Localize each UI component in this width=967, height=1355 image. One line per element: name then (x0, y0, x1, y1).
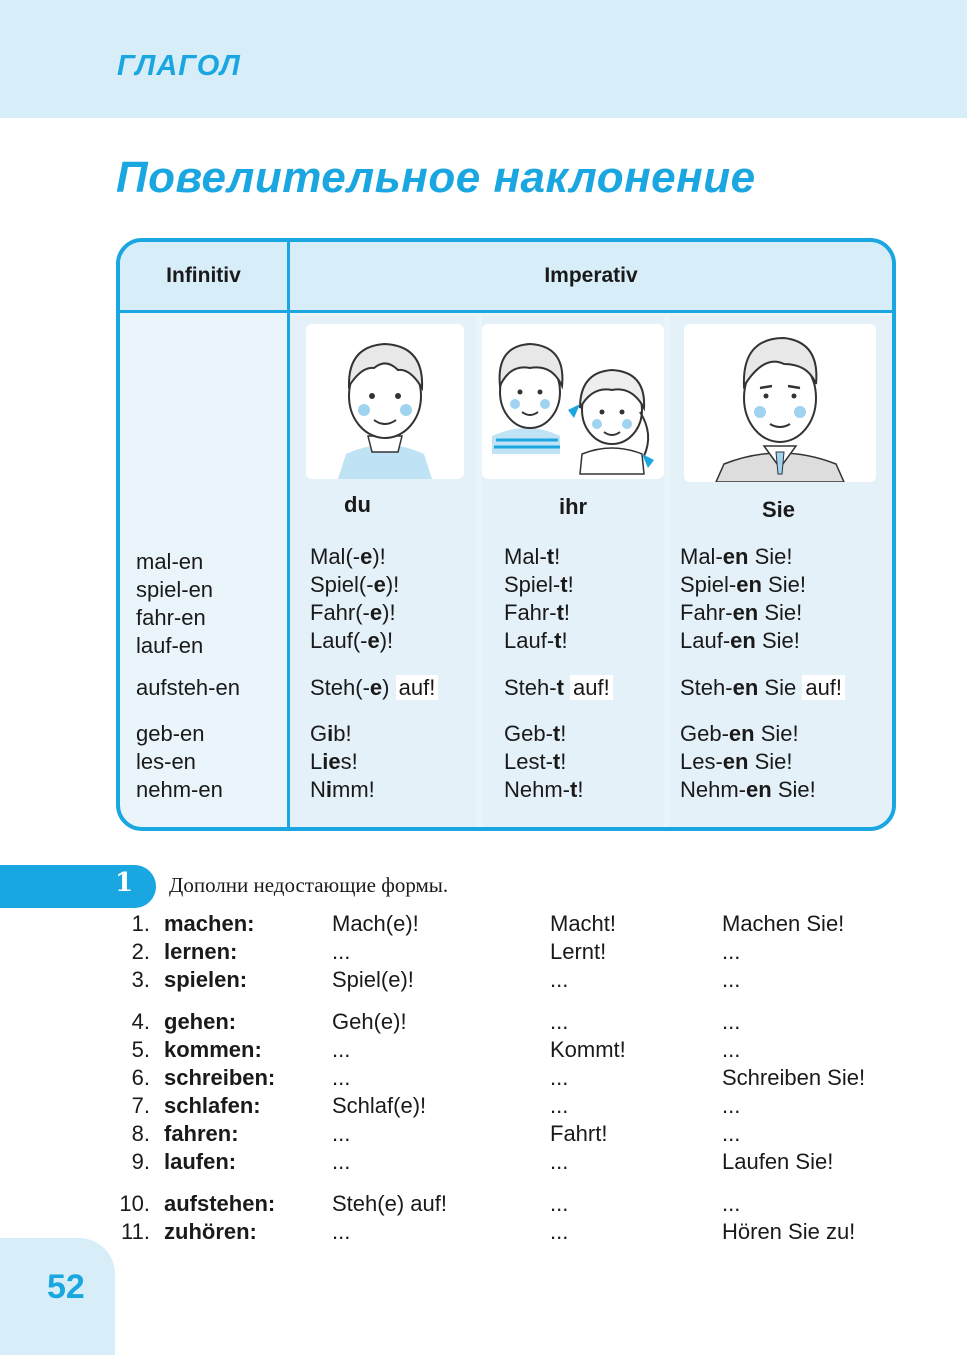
exercise-verb: zuhören: (164, 1219, 257, 1244)
exercise-index: 10. (119, 1191, 150, 1216)
exercise-index: 6. (131, 1065, 150, 1090)
du-form-2: Spiel(-e)! (310, 572, 400, 597)
exercise-sie-form: ... (722, 1191, 741, 1216)
du-form-3: Fahr(-e)! (310, 600, 396, 625)
ihr-form-8: Nehm-t! (504, 777, 584, 802)
sie-form-4: Lauf-en Sie! (680, 628, 800, 653)
sie-form-1: Mal-en Sie! (680, 544, 793, 569)
exercise-sie-form: ... (722, 1009, 741, 1034)
exercise-verb: machen: (164, 911, 255, 936)
exercise-row (0, 1092, 967, 1120)
exercise-index: 3. (131, 967, 150, 992)
exercise-sie-form: Machen Sie! (722, 911, 845, 936)
exercise-ihr-form: Lernt! (550, 939, 607, 964)
exercise-index: 7. (131, 1093, 150, 1118)
infinitive-3: fahr-en (136, 605, 206, 630)
ihr-form-5: Steh-t auf! (504, 674, 613, 702)
exercise-sie-form: Laufen Sie! (722, 1149, 834, 1174)
pronoun-du: du (344, 492, 371, 517)
exercise-ihr-form: ... (550, 1149, 569, 1174)
children-icon (482, 324, 664, 479)
exercise-row (0, 1148, 967, 1176)
exercise-du-form: ... (332, 1037, 351, 1062)
exercise-du-form: ... (332, 1149, 351, 1174)
exercise-sie-form: ... (722, 1037, 741, 1062)
exercise-sie-form: Hören Sie zu! (722, 1219, 856, 1244)
exercise-ihr-form: ... (550, 1219, 569, 1244)
exercise-row (0, 1008, 967, 1036)
sie-form-6: Geb-en Sie! (680, 721, 799, 746)
header-imperativ: Imperativ (544, 264, 638, 287)
exercise-index: 9. (131, 1149, 150, 1174)
exercise-verb: lernen: (164, 939, 238, 964)
exercise-row (0, 1120, 967, 1148)
exercise-row (0, 938, 967, 966)
ihr-form-4: Lauf-t! (504, 628, 568, 653)
ihr-form-2: Spiel-t! (504, 572, 574, 597)
exercise-du-form: Steh(e) auf! (332, 1191, 447, 1216)
exercise-index: 8. (131, 1121, 150, 1146)
exercise-ihr-form: Fahrt! (550, 1121, 608, 1146)
exercise-sie-form: Schreiben Sie! (722, 1065, 866, 1090)
du-form-8: Nimm! (310, 777, 375, 802)
pronoun-sie: Sie (762, 497, 796, 522)
exercise-ihr-form: ... (550, 1093, 569, 1118)
infinitive-1: mal-en (136, 549, 204, 574)
imperative-table (116, 238, 896, 831)
ihr-form-1: Mal-t! (504, 544, 561, 569)
exercise-du-form: ... (332, 1065, 351, 1090)
exercise-verb: gehen: (164, 1009, 237, 1034)
pronoun-ihr: ihr (559, 494, 588, 519)
exercise-row (0, 910, 967, 938)
exercise-verb: fahren: (164, 1121, 239, 1146)
boy-icon (306, 324, 464, 479)
man-icon (684, 324, 876, 482)
exercise-ihr-form: ... (550, 1065, 569, 1090)
exercise-du-form: ... (332, 939, 351, 964)
page-title: Повелительное наклонение (116, 153, 756, 202)
header-infinitiv: Infinitiv (166, 264, 241, 287)
exercise-ihr-form: ... (550, 967, 569, 992)
du-form-7: Lies! (310, 749, 358, 774)
exercise-du-form: Mach(e)! (332, 911, 419, 936)
exercise-verb: spielen: (164, 967, 248, 992)
exercise-ihr-form: Macht! (550, 911, 617, 936)
infinitive-8: nehm-en (136, 777, 223, 802)
infinitive-7: les-en (136, 749, 196, 774)
exercise-sie-form: ... (722, 939, 741, 964)
exercise-ihr-form: ... (550, 1191, 569, 1216)
exercise-instruction: Дополни недостающие формы. (169, 873, 449, 897)
ihr-form-3: Fahr-t! (504, 600, 571, 625)
exercise-du-form: Spiel(e)! (332, 967, 414, 992)
exercise-verb: aufstehen: (164, 1191, 276, 1216)
du-form-4: Lauf(-e)! (310, 628, 394, 653)
section-label: ГЛАГОЛ (117, 50, 241, 82)
sie-form-8: Nehm-en Sie! (680, 777, 816, 802)
exercise-row (0, 1218, 967, 1246)
exercise-index: 2. (131, 939, 150, 964)
exercise-verb: kommen: (164, 1037, 262, 1062)
exercise-verb: schreiben: (164, 1065, 276, 1090)
infinitive-5: aufsteh-en (136, 675, 240, 700)
ihr-form-6: Geb-t! (504, 721, 567, 746)
exercise-index: 4. (131, 1009, 150, 1034)
exercise-row (0, 1036, 967, 1064)
du-form-5: Steh(-e) auf! (310, 674, 438, 702)
table-header (120, 242, 892, 313)
infinitive-2: spiel-en (136, 577, 214, 602)
infinitive-4: lauf-en (136, 633, 204, 658)
exercise-row (0, 1190, 967, 1218)
exercise-row (0, 1064, 967, 1092)
exercise-ihr-form: ... (550, 1009, 569, 1034)
exercise-verb: laufen: (164, 1149, 237, 1174)
exercise-index: 1. (131, 911, 150, 936)
exercise-sie-form: ... (722, 1093, 741, 1118)
exercise-sie-form: ... (722, 967, 741, 992)
exercise-index: 11. (121, 1219, 150, 1244)
du-form-6: Gib! (310, 721, 352, 746)
exercise-du-form: Geh(e)! (332, 1009, 407, 1034)
exercise-du-form: Schlaf(e)! (332, 1093, 427, 1118)
exercise-row (0, 966, 967, 994)
exercise-index: 5. (131, 1037, 150, 1062)
sie-form-2: Spiel-en Sie! (680, 572, 806, 597)
page-number: 52 (47, 1268, 85, 1306)
sie-form-7: Les-en Sie! (680, 749, 793, 774)
sie-form-3: Fahr-en Sie! (680, 600, 803, 625)
sie-form-5: Steh-en Sie auf! (680, 674, 845, 702)
exercise-du-form: ... (332, 1219, 351, 1244)
ihr-form-7: Lest-t! (504, 749, 567, 774)
exercise-sie-form: ... (722, 1121, 741, 1146)
exercise-ihr-form: Kommt! (550, 1037, 626, 1062)
exercise-du-form: ... (332, 1121, 351, 1146)
infinitive-6: geb-en (136, 721, 205, 746)
exercise-number: 1 (115, 868, 134, 898)
du-form-1: Mal(-e)! (310, 544, 386, 569)
exercise-verb: schlafen: (164, 1093, 261, 1118)
